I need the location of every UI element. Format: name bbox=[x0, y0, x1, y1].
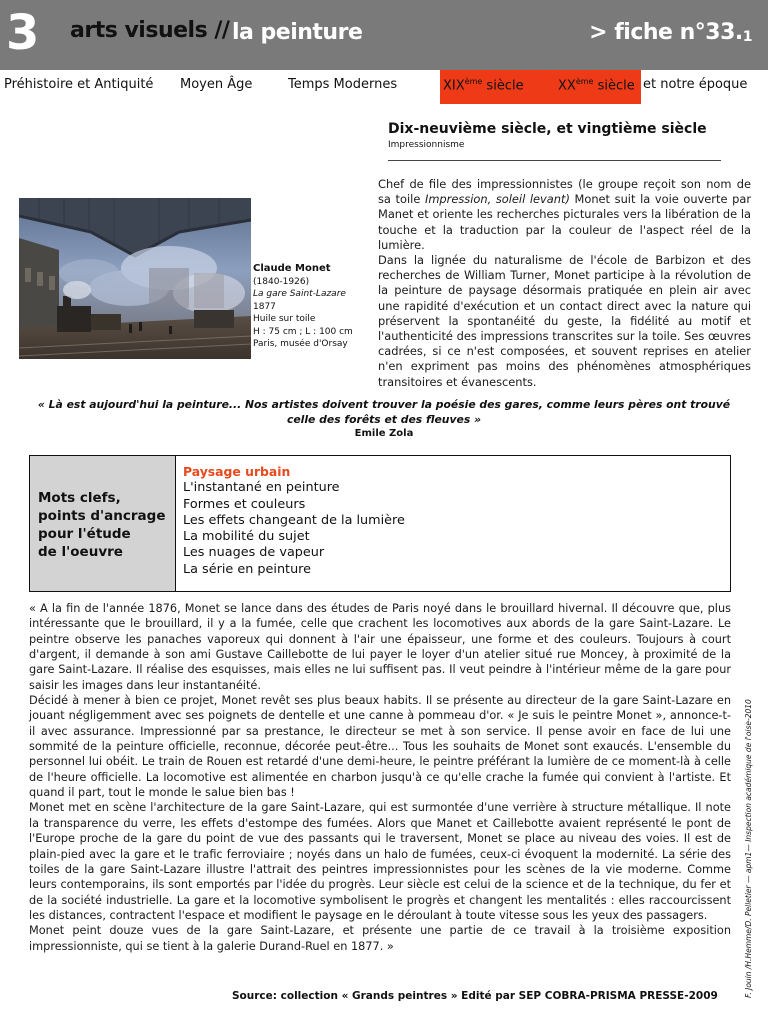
body-paragraph-2: Décidé à mener à bien ce projet, Monet revêt ses plus beaux habits. Il se présente au directeur de la gare Saint-Lazare en jouant négligemment avec ses poignets de dentelle et une canne à pommeau d'or. « Je suis le peintre Monet », annonce-t-il avec assurance. Impressionné par sa prestance, le directeur se met à son service. Il pense avoir en face de lui une sommité de la peinture officielle, reconnue, décorée peut-être... Tous les souhaits de Monet sont exaucés. L'ensemble du personnel lui obéit. Le train de Rouen est retardé d'une demi-heure, le peintre préférant la lumière de ce moment-là à celle de l'heure officielle. La locomotive est alimentée en charbon jusqu'à ce qu'elle crache la fumée qui convient à l'artiste. Et quand il part, tout le monde le salue bien bas ! bbox=[29, 694, 731, 800]
artwork-caption bbox=[253, 263, 353, 351]
period-20th-century: XXème siècle bbox=[558, 77, 635, 94]
fiche-number: > fiche $n^\circ 33._1$ bbox=[589, 20, 752, 45]
period-modern-times: Temps Modernes bbox=[288, 77, 398, 92]
section-number: 3 bbox=[6, 5, 40, 61]
artist-name: Claude Monet bbox=[253, 263, 331, 274]
subject-label: arts visuels // bbox=[70, 18, 230, 43]
artist-dates: (1840-1926) bbox=[253, 276, 310, 287]
artwork-medium: Huile sur toile bbox=[253, 314, 316, 324]
keyword-item: La série en peinture bbox=[183, 561, 312, 577]
keyword-item: Les nuages de vapeur bbox=[183, 545, 325, 561]
body-text bbox=[29, 601, 731, 954]
quote-author: Emile Zola bbox=[354, 428, 414, 439]
intro-text bbox=[378, 177, 751, 390]
quote-text: « Là est aujourd'hui la peinture... Nos artistes doivent trouver la poésie des gares, comme leurs pères ont trouvé celle des forêts et des fleuves » bbox=[37, 398, 731, 426]
keywords-list bbox=[183, 464, 405, 578]
keyword-item: L'instantané en peinture bbox=[183, 480, 340, 496]
artwork-year: 1877 bbox=[253, 301, 276, 312]
header-band bbox=[0, 0, 768, 70]
period-19th-century: XIXème siècle bbox=[443, 77, 524, 94]
keywords-box bbox=[29, 455, 731, 592]
period-prehistory: Préhistoire et Antiquité bbox=[4, 77, 154, 92]
body-paragraph-4: Monet peint douze vues de la gare Saint-Lazare, et présente une partie de ce travail à la troisième exposition impressionniste, qui se tient à la galerie Durand-Ruel en 1877. » bbox=[29, 924, 731, 953]
source-line: Source: collection « Grands peintres » Edité par SEP COBRA-PRISMA PRESSE-2009 bbox=[232, 990, 718, 1002]
keyword-item: Formes et couleurs bbox=[183, 496, 306, 512]
topic-label: la peinture bbox=[232, 20, 363, 45]
period-nav bbox=[0, 70, 768, 104]
artwork-dimensions: H : 75 cm ; L : 100 cm bbox=[253, 326, 353, 337]
artwork-title: La gare Saint-Lazare bbox=[253, 289, 346, 299]
side-credit: F. Jouin /H.Hemme/D. Pelletier — apm1— Inspection académique de l'oise-2010 bbox=[744, 699, 753, 998]
keyword-category: Paysage urbain bbox=[183, 464, 291, 479]
artwork-image bbox=[19, 198, 251, 359]
keywords-label-cell bbox=[30, 456, 176, 591]
title-divider bbox=[388, 160, 721, 161]
keyword-item: Les effets changeant de la lumière bbox=[183, 512, 405, 528]
intro-paragraph-1: Chef de file des impressionnistes (le groupe reçoit son nom de sa toile Impression, soleil levant) Monet suit la voie ouverte par Manet et oriente les recherches picturales vers la libération de la touche et la traduction par la couleur de l'aspect réel de la lumière. bbox=[378, 177, 751, 252]
body-paragraph-1: « A la fin de l'année 1876, Monet se lance dans des études de Paris noyé dans le brouillard hivernal. Il découvre que, plus intéressante que le brouillard, il y a la fumée, celle que crachent les locomotives aux abords de la gare Saint-Lazare. Le peintre observe les panaches vaporeux qui donnent à l'air une épaisseur, une forme et des couleurs. Toujours à court d'argent, il demande à son ami Gustave Caillebotte de lui payer le loyer d'un atelier situé rue Moncey, à proximité de la gare Saint-Lazare. Il réalise des esquisses, mais elles ne lui suffisent pas. Il veut peindre à l'intérieur même de la gare pour saisir les images dans leur instantanéité. bbox=[29, 602, 731, 692]
keywords-heading: Mots clefs, points d'ancrage pour l'étude de l'oeuvre bbox=[38, 490, 166, 560]
body-paragraph-3: Monet met en scène l'architecture de la gare Saint-Lazare, qui est surmontée d'une verrière à structure métallique. Il note la transparence du verre, les effets d'estompe des fumées. Alors que Manet et Caillebotte avaient représenté le pont de l'Europe proche de la gare du point de vue des passants qui le traversent, Monet se place au niveau des voies. Il est de plain-pied avec la gare et le trafic ferroviaire ; noyés dans un halo de fumées, ceux-ci évoquent la modernité. La série des toiles de la gare Saint-Lazare illustre l'attrait des peintres impressionnistes pour les scènes de la vie moderne. Comme leurs contemporains, ils sont emportés par l'idée du progrès. Leur siècle est celui de la science et de la technique, du fer et de la société industrielle. La gare et la locomotive symbolisent le progrès et changent les mentalités : elles raccourcissent les distances, contractent l'espace et modifient le paysage en le déroulant à toute vitesse sous les yeux des passagers. bbox=[29, 801, 731, 922]
keyword-item: La mobilité du sujet bbox=[183, 529, 310, 545]
intro-paragraph-2: Dans la lignée du naturalisme de l'école de Barbizon et des recherches de William Turner, Monet participe à la révolution de la peinture de paysage désormais pratiquée en plein air avec une rapidité d'exécution et un contact direct avec la nature qui préservent la spontanéité du geste, la fidélité au motif et l'authenticité des impressions transcrites sur la toile. Ses œuvres cadrées, si ce n'est composées, et souvent reprises en atelier n'en expriment pas moins des phénomènes atmosphériques transitoires et évanescents. bbox=[378, 253, 751, 389]
page-title: Dix-neuvième siècle, et vingtième siècle bbox=[388, 121, 707, 137]
period-our-era: et notre époque bbox=[643, 77, 748, 92]
artwork-location: Paris, musée d'Orsay bbox=[253, 339, 348, 349]
page-subtitle: Impressionnisme bbox=[388, 140, 465, 150]
period-middle-ages: Moyen Âge bbox=[180, 77, 253, 92]
